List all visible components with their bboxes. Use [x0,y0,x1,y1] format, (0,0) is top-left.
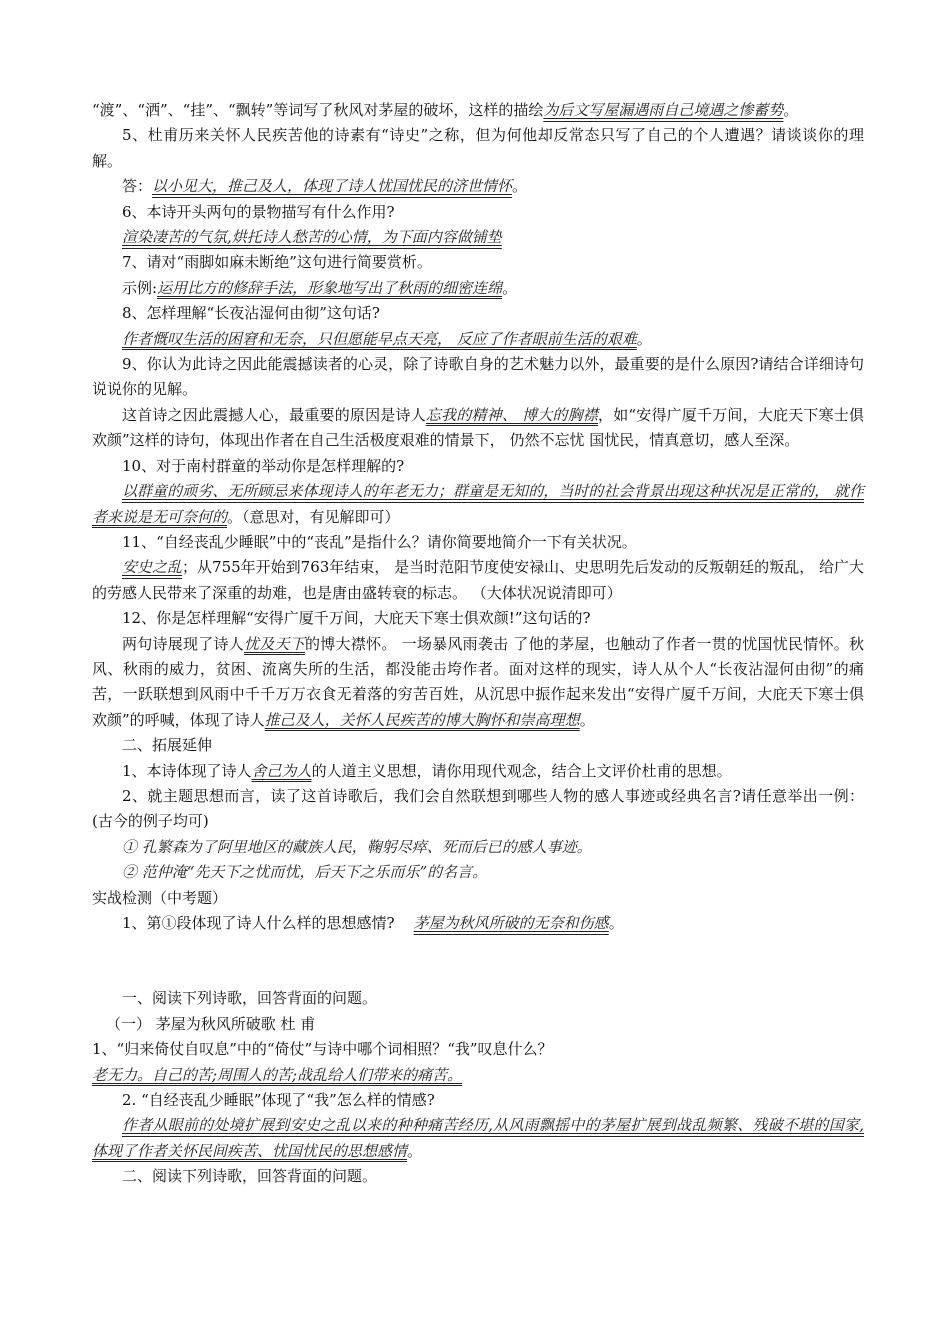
question-8: 8、怎样理解“长夜沾湿何由彻”这句话? [122,304,380,323]
text: ；从755年开始到763年结束， 是当时范阳节度使安禄山、史思明先后发动的反叛朝廷的叛乱， 给广大的劳感人民带来了深重的劫难，也是唐由盛转衰的标志。 （大体状况说清即可） [92,558,864,602]
part2-answer-1 [92,1063,864,1088]
answer-6 [92,225,864,250]
answer-12 [92,632,864,734]
practice-question-1 [92,911,864,936]
answer: 以群童的顽劣、无所顾忌来体现诗人的年老无力；群童是无知的，当时的社会背景出现这种状况是正常的， 就作者来说是无可奈何的 [92,482,864,526]
answer-7 [92,276,864,301]
question-11: 11、“自经丧乱少睡眠”中的“丧乱”是指什么？请你简要地简介一下有关状况。 [122,532,637,551]
answer: 作者从眼前的处境扩展到安史之乱以来的种种痛苦经历,从风雨飘摇中的茅屋扩展到战乱频繁、残破不堪的国家,体现了作者关怀民间疾苦、忧国忧民的思想感情 [92,1116,864,1160]
spacer [92,936,864,986]
answer: 忘我的精神、 博大的胸襟 [425,405,599,424]
answer: 舍己为人 [251,761,312,780]
answer: 茅屋为秋风所破的无奈和伤感 [413,914,609,932]
part2-question-1: 1、“归来倚仗自叹息”中的“倚仗”与诗中哪个词相照？“我”叹息什么？ [92,1040,553,1059]
answer: 为后文写屋漏遇雨自己境遇之惨蓄势 [543,101,784,119]
text: ，如“安得广厦千万间，大庇天下寒士俱欢颜”这样的诗句，体现出作者在自己生活极度艰难的情景下， 仍然不忘忧 国忧民，情真意切，感人至深。 [92,405,864,450]
answer: 作者慨叹生活的困窘和无奈，只但愿能早点天亮， 反应了作者眼前生活的艰难 [122,329,637,348]
extension-example-1: ① 孔繁森为了阿里地区的藏族人民，鞠躬尽瘁、死而后已的感人事迹。 [122,837,592,856]
extension-question-2: 2、就主题思想而言，读了这首诗歌后，我们会自然联想到哪些人物的感人事迹或经典名言?请任意举出一例：(古今的例子均可) [92,786,864,831]
text: 。（意思对，有见解即可） [227,507,400,526]
answer: 运用比方的修辞手法，形象地写出了秋雨的细密连绵 [157,278,503,297]
section-heading-extension: 二、拓展延伸 [122,736,213,755]
part2-question-2: 2. “自经丧乱少睡眠”体现了“我”怎么样的情感? [122,1091,435,1110]
question-5: 5、杜甫历来关怀人民疾苦他的诗素有“诗史”之称，但为何他却反常态只写了自己的个人遭遇？请谈谈你的理解。 [92,126,864,170]
text: 的人道主义思想，请你用现代观念，结合上文评价杜甫的思想。 [311,761,732,780]
question-9: 9、你认为此诗之因此能震撼读者的心灵，除了诗歌自身的艺术魅力以外，最重要的是什么原因?请结合详细诗句说说你的见解。 [92,355,864,399]
answer-10 [92,479,864,530]
text: 1、第①段体现了诗人什么样的思想感情? [122,914,395,932]
text: 。 [783,101,799,119]
question-12: 12、你是怎样理解“安得广厦千万间，大庇天下寒士俱欢颜!”这句话的? [122,609,591,628]
question-6: 6、本诗开头两句的景物描写有什么作用? [122,202,395,221]
answer-8 [92,327,864,352]
poem-title: （一） 茅屋为秋风所破歌 杜 甫 [106,1014,316,1033]
answer: 安史之乱 [122,558,183,577]
document-page [92,98,864,1190]
paragraph-s1 [92,98,864,123]
text: 两句诗展现了诗人 [122,634,245,653]
answer: 忧及天下 [244,634,306,653]
question-10: 10、对于南村群童的举动你是怎样理解的? [122,456,405,475]
section-heading-read-2: 二、阅读下列诗歌，回答背面的问题。 [122,1167,378,1186]
answer-prefix: 示例: [122,278,158,297]
text: 。 [512,177,528,196]
answer: 推己及人，关怀人民疾苦的博大胸怀和崇高理想 [264,710,580,729]
answer: 老无力。自己的苦;周围人的苦;战乱给人们带来的痛苦。 [92,1065,463,1084]
text: 。 [407,1141,423,1160]
question-7: 7、请对“雨脚如麻未断绝”这句进行简要赏析。 [122,253,432,272]
answer-5 [92,174,864,199]
answer-9 [92,403,864,454]
text: 的博大襟怀。 一场暴风雨袭击 了他的茅屋，也触动了作者一贯的忧国忧民情怀。秋风、秋雨的威力，贫困、流离失所的生活，都没能击垮作者。面对这样的现实，诗人从个人“长夜沾湿何由彻”的痛苦，一跃联想到风雨中千千万万衣食无着落的穷苦百姓，从沉思中振作起来发出“安得广厦千万间，大庇天下寒士俱欢颜”的呼喊，体现了诗人 [92,634,864,729]
extension-question-1 [92,759,864,784]
part2-answer-2 [92,1113,864,1164]
text: 这首诗之因此震撼人心，最重要的原因是诗人 [122,405,426,424]
answer-11 [92,555,864,606]
section-heading-read-1: 一、阅读下列诗歌，回答背面的问题。 [122,989,378,1008]
text: 。 [502,278,518,297]
text: 1、本诗体现了诗人 [122,761,252,780]
text: 。 [608,914,624,932]
text: 。 [636,329,652,348]
text: “渡”、“洒”、“挂”、“飘转”等词写了秋风对茅屋的破坏，这样的描绘 [92,101,544,119]
extension-example-2: ② 范仲淹“先天下之忧而忧，后天下之乐而乐”的名言。 [122,863,488,882]
section-heading-practice: 实战检测（中考题） [92,888,228,907]
answer: 以小见大，推己及人，体现了诗人忧国忧民的济世情怀 [152,177,513,196]
answer: 渲染凄苦的气氛,烘托诗人愁苦的心情，为下面内容做铺垫 [122,228,502,247]
text: 。 [579,710,595,729]
answer-prefix: 答： [122,177,153,196]
